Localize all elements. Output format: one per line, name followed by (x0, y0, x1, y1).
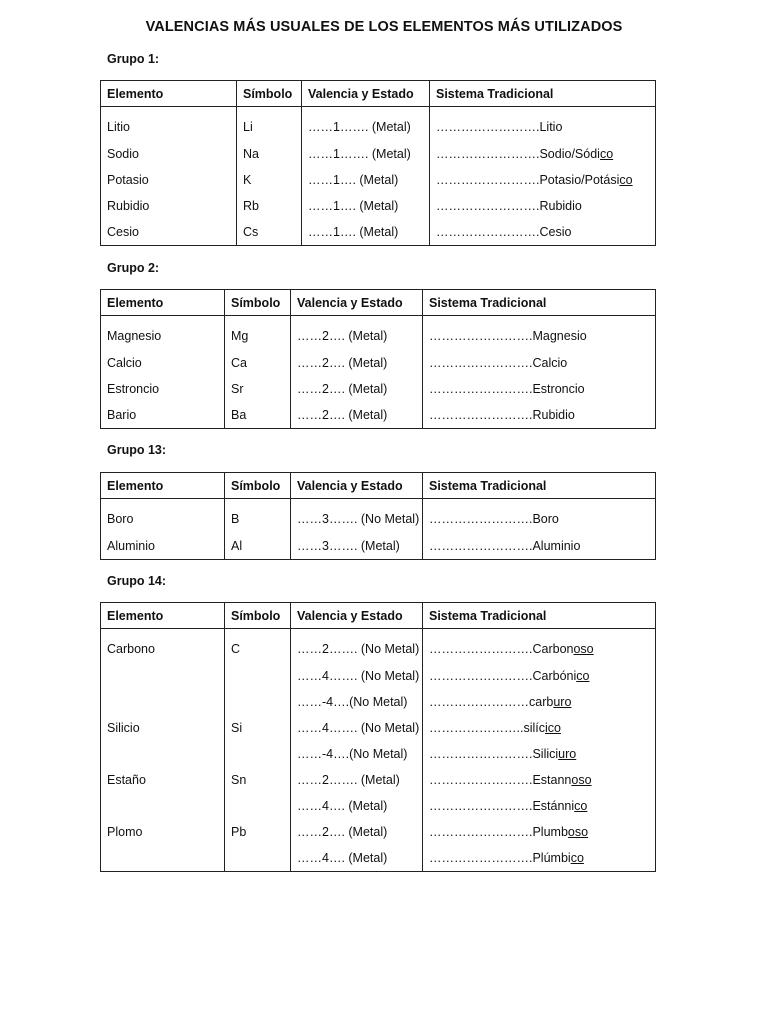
table-header-row (101, 473, 656, 499)
cell-elemento (101, 663, 225, 689)
table-row (101, 663, 656, 689)
cell-sistema (423, 793, 656, 819)
sistema-suffix: co (570, 851, 584, 865)
cell-valencia: ……3……. (No Metal) (291, 499, 423, 534)
cell-sistema (423, 350, 656, 376)
table-header-row (101, 603, 656, 629)
cell-valencia: ……1…. (Metal) (302, 167, 430, 193)
table-row (101, 141, 656, 167)
sistema-suffix: co (599, 147, 614, 161)
cell-sistema (423, 663, 656, 689)
cell-valencia: ……4…. (Metal) (291, 793, 423, 819)
header-sistema: Sistema Tradicional (423, 603, 656, 629)
table-row (101, 219, 656, 246)
sistema-suffix: oso (571, 773, 592, 787)
table-row (101, 376, 656, 402)
table-row (101, 499, 656, 534)
cell-elemento: Carbono (101, 629, 225, 664)
cell-simbolo: Al (225, 533, 291, 560)
cell-elemento: Magnesio (101, 316, 225, 351)
cell-sistema (430, 167, 656, 193)
sistema-text: …………………….Boro (429, 511, 559, 526)
cell-elemento: Silicio (101, 715, 225, 741)
sistema-text: …………………….Plúmbi (429, 851, 571, 865)
sistema-suffix: oso (573, 641, 594, 656)
cell-elemento: Cesio (101, 219, 237, 246)
cell-valencia: ……2…. (Metal) (291, 350, 423, 376)
cell-elemento: Plomo (101, 819, 225, 845)
sistema-suffix: co (576, 669, 590, 683)
cell-elemento (101, 793, 225, 819)
cell-simbolo: B (225, 499, 291, 534)
cell-elemento: Potasio (101, 167, 237, 193)
sistema-suffix: oso (567, 825, 589, 839)
table-row (101, 715, 656, 741)
table-row (101, 741, 656, 767)
header-valencia: Valencia y Estado (291, 290, 423, 316)
group-13-label: Grupo 13: (107, 443, 167, 457)
cell-valencia: ……3……. (Metal) (291, 533, 423, 560)
group-2-table (100, 289, 656, 429)
group-14-label: Grupo 14: (107, 574, 167, 588)
cell-simbolo (225, 741, 291, 767)
sistema-text: …………………….Rubidio (436, 199, 582, 213)
sistema-text: …………………….Sodio/Sódi (436, 147, 600, 161)
cell-elemento: Calcio (101, 350, 225, 376)
sistema-text: …………………….Aluminio (429, 539, 581, 553)
sistema-text: …………………….Carbon (429, 641, 574, 656)
sistema-text: ……………………carb (429, 695, 554, 709)
table-row (101, 167, 656, 193)
table-row (101, 689, 656, 715)
group-13-table (100, 472, 656, 560)
sistema-suffix: ico (544, 721, 561, 735)
header-simbolo: Símbolo (225, 473, 291, 499)
cell-elemento: Sodio (101, 141, 237, 167)
table-row (101, 402, 656, 429)
sistema-suffix: co (619, 173, 633, 187)
cell-simbolo: Mg (225, 316, 291, 351)
table-header-row (101, 290, 656, 316)
header-elemento: Elemento (101, 603, 225, 629)
sistema-text: …………………….Cesio (436, 225, 572, 239)
cell-sistema (430, 141, 656, 167)
cell-simbolo (225, 845, 291, 872)
cell-valencia: ……2……. (No Metal) (291, 629, 423, 664)
group-1-table (100, 80, 656, 246)
cell-simbolo: Sr (225, 376, 291, 402)
table-row (101, 107, 656, 142)
sistema-text: …………………….Rubidio (429, 408, 575, 422)
group-1-label: Grupo 1: (107, 52, 160, 66)
cell-simbolo: Rb (237, 193, 302, 219)
cell-valencia: ……-4….(No Metal) (291, 741, 423, 767)
cell-simbolo: Ca (225, 350, 291, 376)
table-row (101, 845, 656, 872)
cell-valencia: ……1……. (Metal) (302, 107, 430, 142)
cell-elemento: Litio (101, 107, 237, 142)
cell-sistema (423, 819, 656, 845)
sistema-text: …………………….Calcio (429, 356, 568, 370)
sistema-suffix: co (574, 799, 588, 813)
sistema-text: …………………….Silici (429, 747, 559, 761)
cell-sistema (423, 499, 656, 534)
cell-elemento (101, 845, 225, 872)
cell-elemento (101, 689, 225, 715)
cell-elemento: Rubidio (101, 193, 237, 219)
cell-simbolo: Ba (225, 402, 291, 429)
sistema-text: …………………….Plumb (429, 825, 568, 839)
cell-sistema (423, 741, 656, 767)
group-14-table (100, 602, 656, 872)
cell-sistema (423, 767, 656, 793)
cell-valencia: ……1……. (Metal) (302, 141, 430, 167)
cell-simbolo: Sn (225, 767, 291, 793)
header-valencia: Valencia y Estado (291, 603, 423, 629)
cell-sistema (423, 629, 656, 664)
sistema-text: …………………….Magnesio (429, 328, 587, 343)
cell-valencia: ……2…. (Metal) (291, 316, 423, 351)
cell-sistema (423, 402, 656, 429)
sistema-text: …………………….Estroncio (429, 382, 585, 396)
cell-sistema (430, 107, 656, 142)
header-simbolo: Símbolo (225, 603, 291, 629)
cell-elemento (101, 741, 225, 767)
sistema-suffix: uro (553, 695, 572, 709)
document-title: VALENCIAS MÁS USUALES DE LOS ELEMENTOS MÁS UTILIZADOS (145, 19, 623, 35)
cell-valencia: ……4……. (No Metal) (291, 715, 423, 741)
cell-elemento: Bario (101, 402, 225, 429)
cell-simbolo: K (237, 167, 302, 193)
cell-simbolo: Na (237, 141, 302, 167)
sistema-text: …………………..silíc (429, 721, 545, 735)
table-header-row (101, 81, 656, 107)
cell-valencia: ……-4….(No Metal) (291, 689, 423, 715)
sistema-text: …………………….Estánni (429, 799, 575, 813)
cell-sistema (423, 316, 656, 351)
table-row (101, 793, 656, 819)
table-row (101, 819, 656, 845)
header-elemento: Elemento (101, 81, 237, 107)
cell-simbolo (225, 689, 291, 715)
cell-sistema (423, 715, 656, 741)
cell-sistema (430, 193, 656, 219)
cell-simbolo (225, 793, 291, 819)
cell-elemento: Aluminio (101, 533, 225, 560)
cell-elemento: Boro (101, 499, 225, 534)
cell-valencia: ……2……. (Metal) (291, 767, 423, 793)
cell-sistema (423, 533, 656, 560)
table-row (101, 350, 656, 376)
cell-valencia: ……4……. (No Metal) (291, 663, 423, 689)
header-elemento: Elemento (101, 473, 225, 499)
cell-sistema (430, 219, 656, 246)
cell-valencia: ……4…. (Metal) (291, 845, 423, 872)
cell-valencia: ……2…. (Metal) (291, 819, 423, 845)
header-valencia: Valencia y Estado (302, 81, 430, 107)
header-simbolo: Símbolo (225, 290, 291, 316)
sistema-text: …………………….Estann (429, 773, 572, 787)
cell-elemento: Estaño (101, 767, 225, 793)
cell-valencia: ……2…. (Metal) (291, 376, 423, 402)
header-valencia: Valencia y Estado (291, 473, 423, 499)
group-2-label: Grupo 2: (107, 261, 160, 275)
sistema-suffix: uro (558, 747, 577, 761)
cell-simbolo (225, 663, 291, 689)
header-sistema: Sistema Tradicional (423, 473, 656, 499)
cell-sistema (423, 845, 656, 872)
header-simbolo: Símbolo (237, 81, 302, 107)
table-row (101, 767, 656, 793)
cell-valencia: ……1…. (Metal) (302, 193, 430, 219)
table-row (101, 193, 656, 219)
cell-simbolo: Si (225, 715, 291, 741)
cell-simbolo: Cs (237, 219, 302, 246)
cell-elemento: Estroncio (101, 376, 225, 402)
header-elemento: Elemento (101, 290, 225, 316)
header-sistema: Sistema Tradicional (423, 290, 656, 316)
sistema-text: …………………….Potasio/Potási (436, 173, 620, 187)
header-sistema: Sistema Tradicional (430, 81, 656, 107)
cell-simbolo: Li (237, 107, 302, 142)
cell-sistema (423, 376, 656, 402)
cell-valencia: ……1…. (Metal) (302, 219, 430, 246)
cell-valencia: ……2…. (Metal) (291, 402, 423, 429)
cell-sistema (423, 689, 656, 715)
cell-simbolo: C (225, 629, 291, 664)
table-row (101, 629, 656, 664)
cell-simbolo: Pb (225, 819, 291, 845)
table-row (101, 533, 656, 560)
table-row (101, 316, 656, 351)
sistema-text: …………………….Carbóni (429, 669, 577, 683)
sistema-text: …………………….Litio (436, 119, 563, 134)
